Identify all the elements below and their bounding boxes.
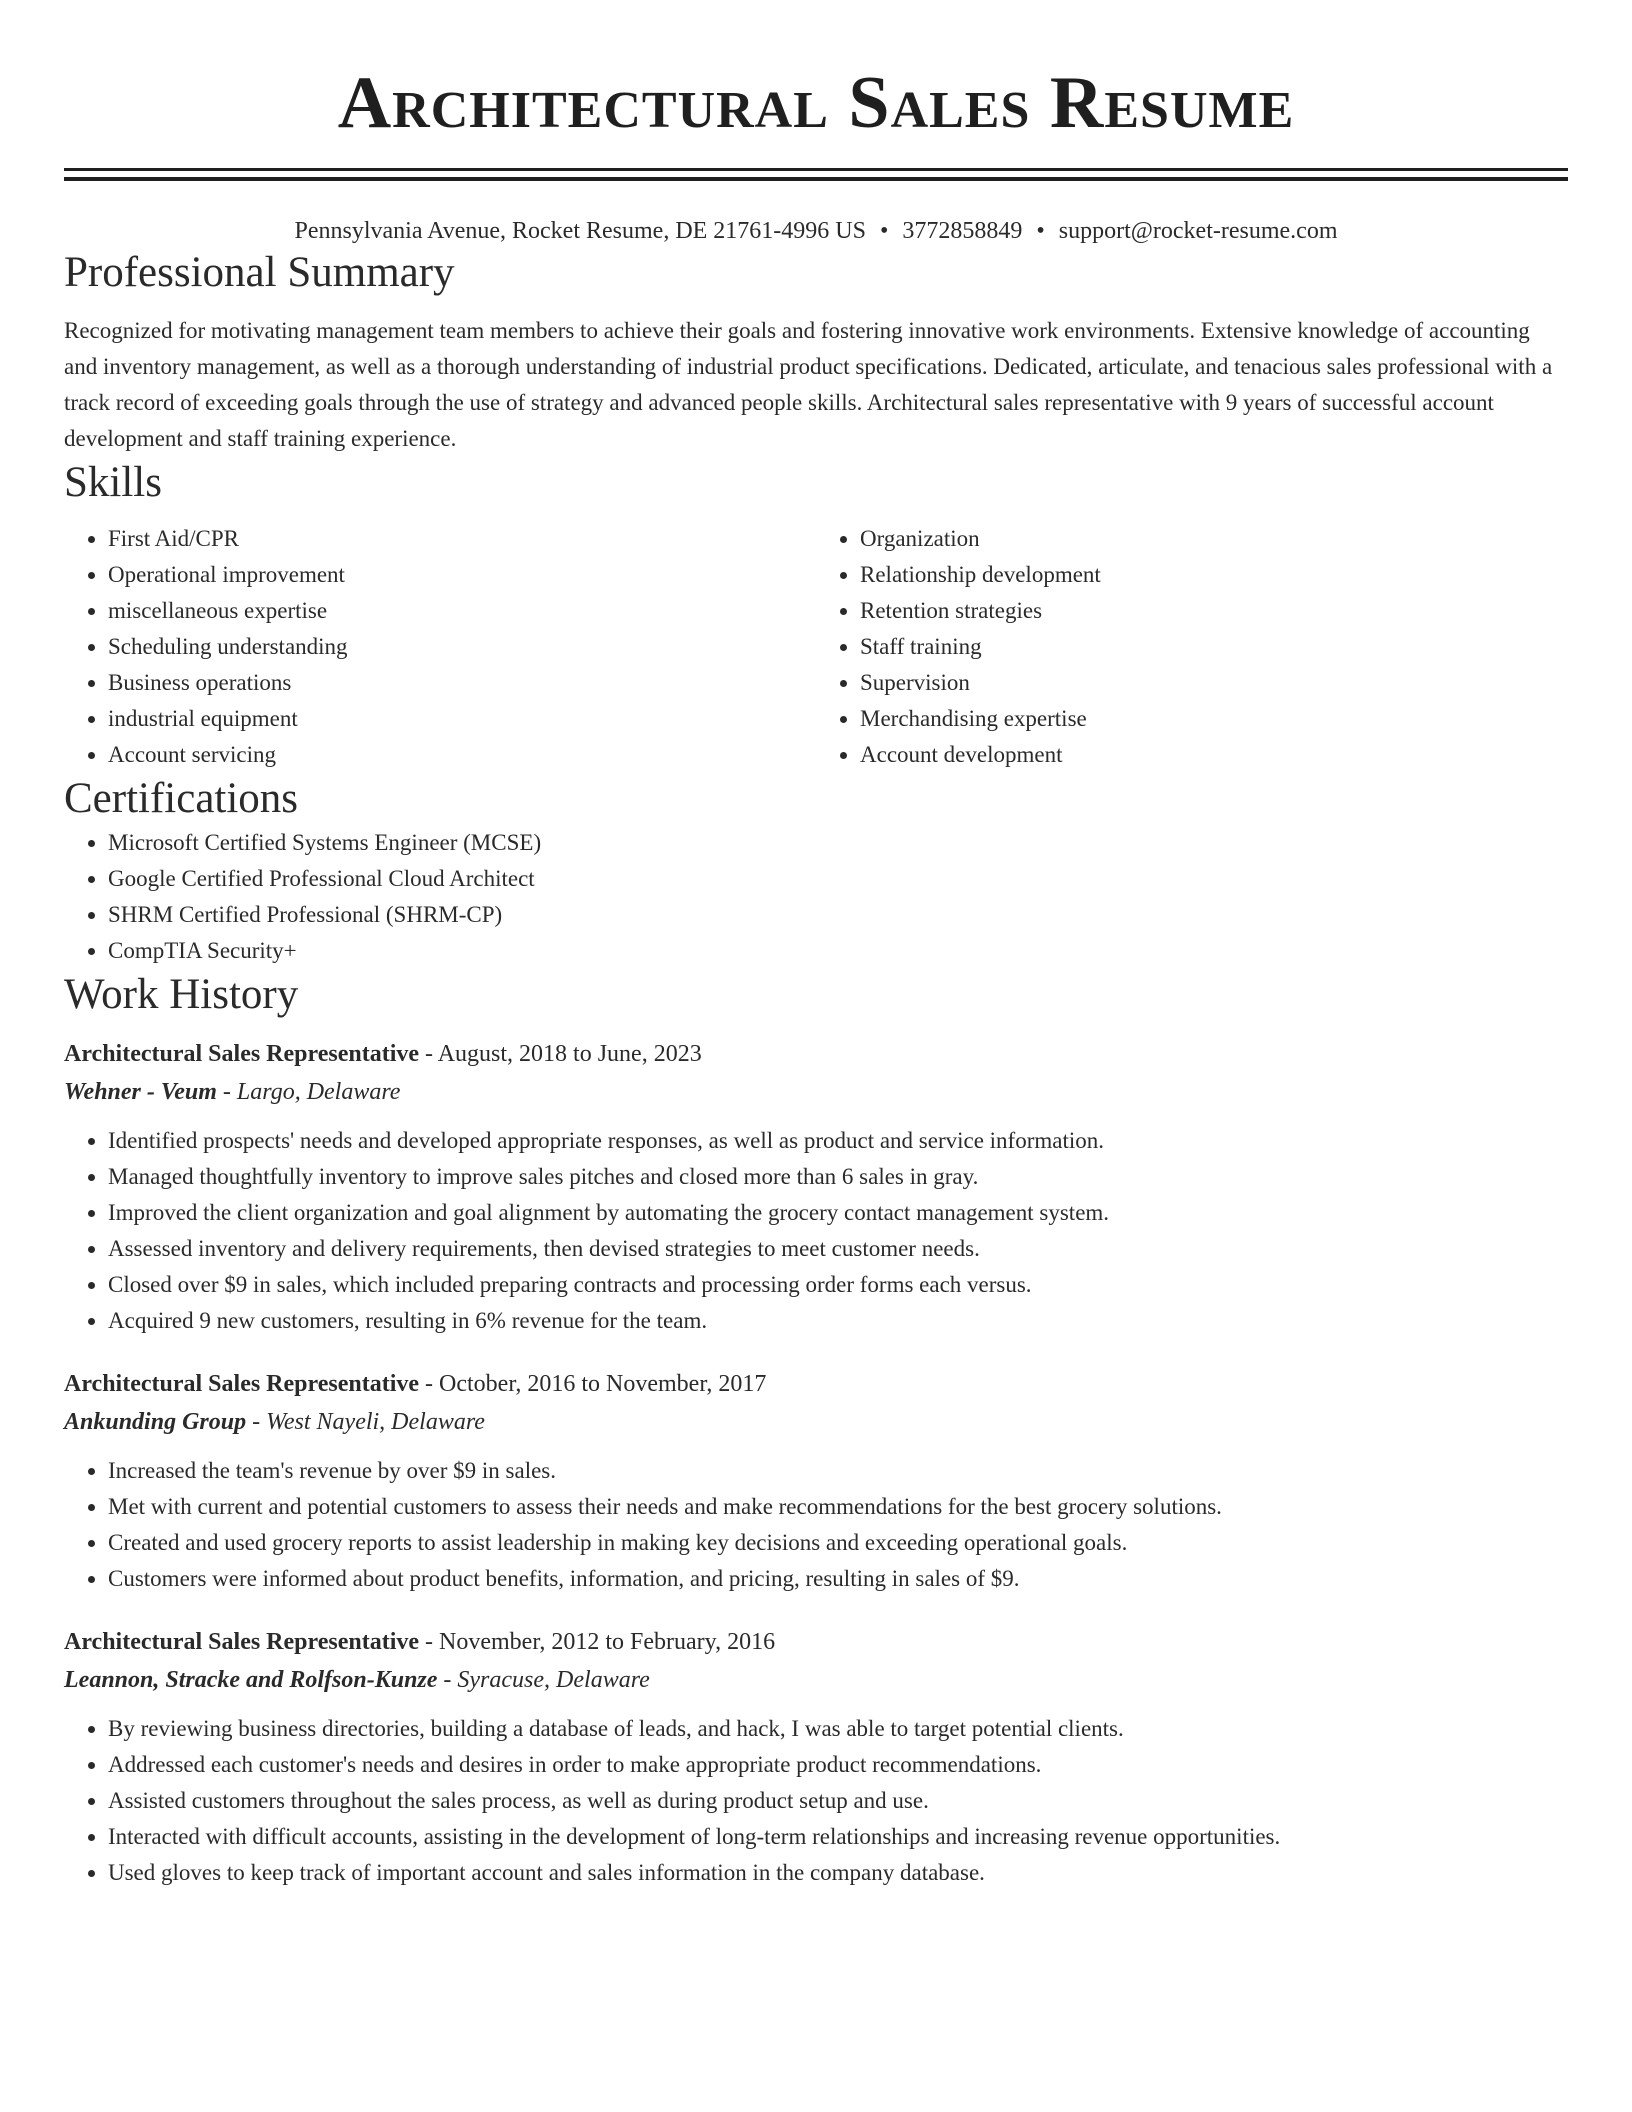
skill-item: • Staff training (860, 629, 1568, 665)
skill-item: • Retention strategies (860, 593, 1568, 629)
job-duty: • Closed over $9 in sales, which included preparing contracts and processing order forms each versus. (108, 1267, 1568, 1303)
job-title: Architectural Sales Representative (64, 1629, 420, 1655)
skill-item: • Operational improvement (108, 557, 816, 593)
job-duty: • Used gloves to keep track of important account and sales information in the company database. (108, 1855, 1568, 1891)
job-duties-list (64, 1123, 1568, 1339)
title-divider-bottom (64, 177, 1568, 181)
skill-item: • Business operations (108, 665, 816, 701)
job-duties-list (64, 1711, 1568, 1891)
certification-item: • SHRM Certified Professional (SHRM-CP) (108, 897, 1568, 933)
certifications-list (64, 825, 1568, 969)
job-company: Leannon, Stracke and Rolfson-Kunze (64, 1667, 438, 1693)
job-duty: • Addressed each customer's needs and desires in order to make appropriate product recommendations. (108, 1747, 1568, 1783)
skill-item: • Account development (860, 737, 1568, 773)
job-duty: • Identified prospects' needs and developed appropriate responses, as well as product and service information. (108, 1123, 1568, 1159)
job-duties-list (64, 1453, 1568, 1597)
job-dates: - November, 2012 to February, 2016 (419, 1629, 776, 1655)
job-dates: - August, 2018 to June, 2023 (419, 1041, 702, 1067)
skill-item: • Merchandising expertise (860, 701, 1568, 737)
skill-item: • Organization (860, 521, 1568, 557)
title-divider-top (64, 168, 1568, 171)
job-company: Ankunding Group (64, 1409, 247, 1435)
job-duty: • Acquired 9 new customers, resulting in 6% revenue for the team. (108, 1303, 1568, 1339)
skill-item: • First Aid/CPR (108, 521, 816, 557)
job-duty: • Created and used grocery reports to assist leadership in making key decisions and exceeding operational goals. (108, 1525, 1568, 1561)
job-duty: • Interacted with difficult accounts, assisting in the development of long-term relationships and increasing revenue opportunities. (108, 1819, 1568, 1855)
job-title: Architectural Sales Representative (64, 1371, 420, 1397)
job-entry (64, 1623, 1568, 1891)
job-title-line (64, 1365, 1568, 1403)
skills-heading: Skills (64, 459, 162, 506)
job-company-line (64, 1073, 1568, 1111)
skills-list-right (816, 521, 1568, 773)
skill-item: • industrial equipment (108, 701, 816, 737)
job-entry (64, 1035, 1568, 1339)
contact-address: Pennsylvania Avenue, Rocket Resume, DE 21761-4996 US (294, 218, 866, 244)
summary-text: Recognized for motivating management team members to achieve their goals and fostering innovative work environments. Extensive knowledge of accounting and inventory management, as well as a thorough understanding of industrial product specifications. Dedicated, articulate, and tenacious sales professional with a track record of exceeding goals through the use of strategy and advanced people skills. Architectural sales representative with 9 years of successful account development and staff training experience. (64, 318, 1553, 451)
summary-heading: Professional Summary (64, 249, 455, 296)
skill-item: • Relationship development (860, 557, 1568, 593)
job-duty: • Assisted customers throughout the sales process, as well as during product setup and use. (108, 1783, 1568, 1819)
skills-list-left (64, 521, 816, 773)
job-company-line (64, 1661, 1568, 1699)
job-duty: • Met with current and potential customers to assess their needs and make recommendations for the best grocery solutions. (108, 1489, 1568, 1525)
certification-item: • Microsoft Certified Systems Engineer (MCSE) (108, 825, 1568, 861)
certifications-heading: Certifications (64, 775, 299, 822)
contact-email: support@rocket-resume.com (1058, 218, 1338, 244)
job-company: Wehner - Veum (64, 1079, 217, 1105)
job-duty: • Increased the team's revenue by over $9 in sales. (108, 1453, 1568, 1489)
contact-phone: 3772858849 (902, 218, 1023, 244)
skill-item: • Scheduling understanding (108, 629, 816, 665)
skills-columns (64, 521, 1568, 773)
job-company-line (64, 1403, 1568, 1441)
skill-item: • Account servicing (108, 737, 816, 773)
job-duty: • Customers were informed about product benefits, information, and pricing, resulting in sales of $9. (108, 1561, 1568, 1597)
contact-line (64, 215, 1568, 247)
job-entry (64, 1365, 1568, 1597)
certification-item: • CompTIA Security+ (108, 933, 1568, 969)
job-dates: - October, 2016 to November, 2017 (419, 1371, 767, 1397)
certification-item: • Google Certified Professional Cloud Architect (108, 861, 1568, 897)
job-title-line (64, 1623, 1568, 1661)
contact-separator: • (1036, 218, 1045, 244)
job-duty: • Managed thoughtfully inventory to improve sales pitches and closed more than 6 sales in gray. (108, 1159, 1568, 1195)
job-location: - West Nayeli, Delaware (246, 1409, 485, 1435)
skill-item: • Supervision (860, 665, 1568, 701)
job-title-line (64, 1035, 1568, 1073)
contact-separator: • (879, 218, 889, 244)
work-history-heading: Work History (64, 971, 299, 1018)
job-duty: • Assessed inventory and delivery requirements, then devised strategies to meet customer needs. (108, 1231, 1568, 1267)
job-duty: • By reviewing business directories, building a database of leads, and hack, I was able to target potential clients. (108, 1711, 1568, 1747)
resume-title: Architectural Sales Resume (337, 62, 1295, 144)
job-title: Architectural Sales Representative (64, 1041, 420, 1067)
skill-item: • miscellaneous expertise (108, 593, 816, 629)
job-location: - Syracuse, Delaware (437, 1667, 650, 1693)
job-duty: • Improved the client organization and goal alignment by automating the grocery contact management system. (108, 1195, 1568, 1231)
job-location: - Largo, Delaware (216, 1079, 401, 1105)
